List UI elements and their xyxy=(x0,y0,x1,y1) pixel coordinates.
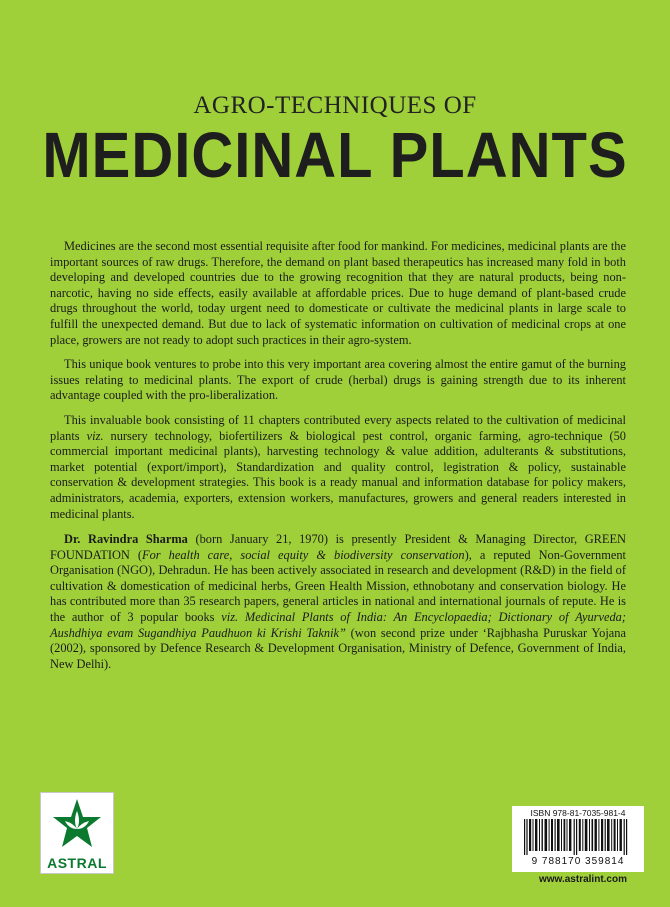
paragraph-3-intro: This invaluable book consisting of 11 chapters contributed every aspects related to the cultivation of medicinal plants xyxy=(50,412,626,443)
publisher-name: ASTRAL xyxy=(47,855,107,871)
author-bio-part-2: ), a reputed Non-Government Organisation (NGO), Dehradun. He has been actively associated in research and development (R&D) in the field of cultivation & domestication of medicinal herbs, Green Health Mission, ethnobotany and conservation biology. He has contributed more than 35 research papers, general articles in national and international journals of repute. He is the author of 3 popular books xyxy=(50,547,626,624)
barcode-bars xyxy=(522,819,634,855)
star-leaf-icon xyxy=(51,797,103,853)
author-name: Dr. Ravindra Sharma xyxy=(64,532,188,546)
publisher-logo xyxy=(40,792,114,874)
author-bio-part-1: (born January 21, 1970) is presently President & Managing Director, GREEN FOUNDATION ( xyxy=(50,532,627,562)
barcode xyxy=(512,806,644,872)
description-paragraph-2: This unique book ventures to probe into this very important area covering almost the entire gamut of the burning issues relating to medicinal plants. The export of crude (herbal) drugs is gaining strength due to its inherent advantage coupled with the pro-liberalization. xyxy=(50,357,626,403)
foundation-tagline: For health care, social equity & biodiversity conservation xyxy=(142,547,465,562)
title-line-1: AGRO-TECHNIQUES OF xyxy=(193,92,477,119)
barcode-number: 9 788170 359814 xyxy=(531,856,625,867)
author-bio xyxy=(50,532,626,681)
isbn-label: ISBN 978-81-7035-981-4 xyxy=(530,808,626,818)
description-paragraph-1: Medicines are the second most essential requisite after food for mankind. For medicines, medicinal plants are the important sources of raw drugs. Therefore, the demand on plant based therapeutics has increased many fold in both developing and developed countries due to the growing recognition that they are natural products, being non-narcotic, having no side effects, easily available at affordable prices. Due to huge demand of plant-based crude drugs throughout the world, today urgent need to domesticate or cultivate the medicinal plants in large scale to fulfill the unexpected demand. But due to lack of systematic information on cultivation of medicinal crops at one place, growers are not ready to adopt such practices in their agro-system. xyxy=(50,239,626,347)
publisher-website: www.astralint.com xyxy=(539,874,627,885)
author-paragraph xyxy=(50,532,626,672)
book-description xyxy=(50,239,626,531)
book-title: MEDICINAL PLANTS xyxy=(42,119,628,192)
author-books: viz. Medicinal Plants of India: An Encyclopaedia; Dictionary of Ayurveda; Aushdhiya evam Sugandhiya Paudhuon ki Krishi Taknik” xyxy=(50,609,626,640)
viz-abbrev: viz. xyxy=(86,428,104,443)
paragraph-3-rest: nursery technology, biofertilizers & biological pest control, organic farming, agro-technique (50 commercial important medicinal plants), harvesting technology & value addition, adulterants & substitutions, market potential (export/import), Standardization and quality control, legistration & policy, sustainable conservation & development strategies. This book is a ready manual and information database for policy makers, administrators, academia, exporters, extension workers, manufactures, growers and general readers interested in medicinal plants. xyxy=(50,428,626,521)
description-paragraph-3 xyxy=(50,413,626,522)
author-bio-part-3: (won second prize under ‘Rajbhasha Puruskar Yojana (2002), sponsored by Defence Research & Development Organisation, Ministry of Defence, Government of India, New Delhi). xyxy=(50,625,626,671)
